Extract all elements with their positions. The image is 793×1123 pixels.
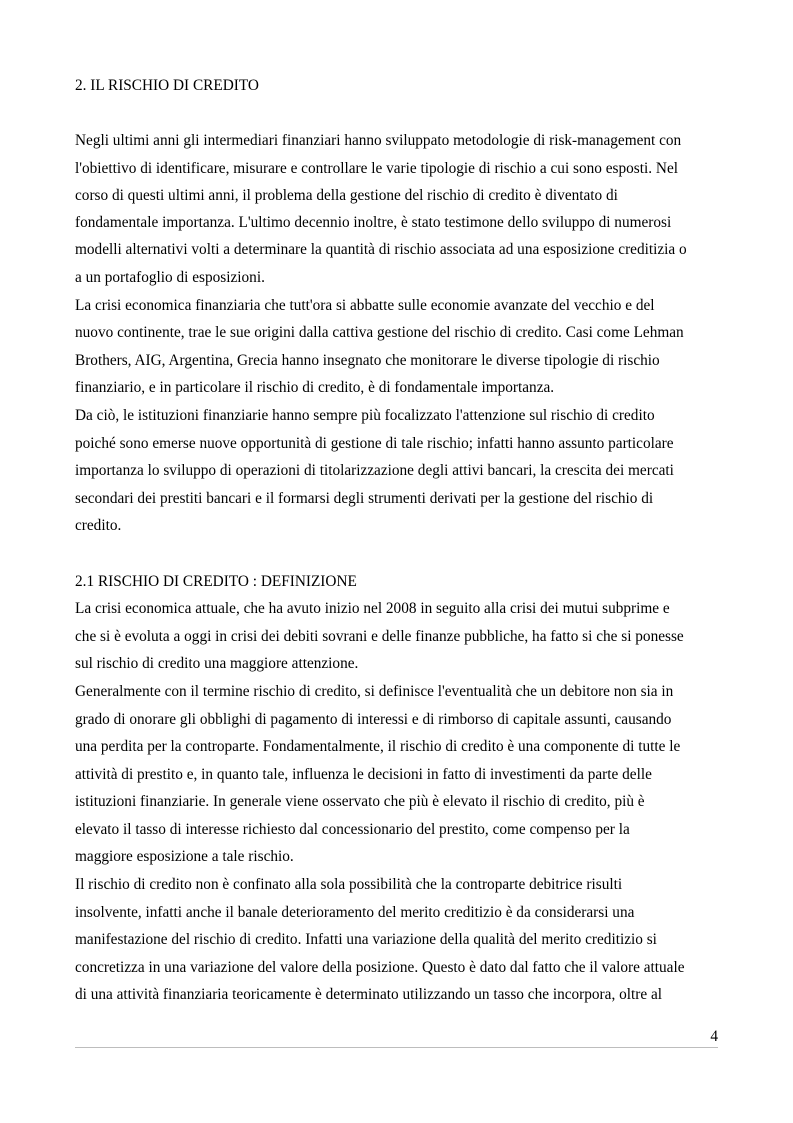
paragraph-line: insolvente, infatti anche il banale deterioramento del merito creditizio è da considerarsi una bbox=[75, 904, 635, 921]
subsection-title: 2.1 RISCHIO DI CREDITO : DEFINIZIONE bbox=[75, 573, 357, 590]
paragraph-line: manifestazione del rischio di credito. Infatti una variazione della qualità del merito creditizio si bbox=[75, 931, 657, 948]
footer-divider bbox=[75, 1047, 718, 1048]
paragraph-line: La crisi economica attuale, che ha avuto inizio nel 2008 in seguito alla crisi dei mutui subprime e bbox=[75, 600, 670, 617]
paragraph-line: Il rischio di credito non è confinato alla sola possibilità che la controparte debitrice risulti bbox=[75, 876, 623, 893]
paragraph-line: grado di onorare gli obblighi di pagamento di interessi e di rimborso di capitale assunti, causando bbox=[75, 711, 672, 728]
paragraph-line: nuovo continente, trae le sue origini dalla cattiva gestione del rischio di credito. Casi come Lehman bbox=[75, 324, 684, 341]
paragraph-line: l'obiettivo di identificare, misurare e controllare le varie tipologie di rischio a cui sono esposti. Nel bbox=[75, 160, 678, 177]
paragraph-line: finanziario, e in particolare il rischio di credito, è di fondamentale importanza. bbox=[75, 379, 555, 396]
paragraph-line: sul rischio di credito una maggiore attenzione. bbox=[75, 655, 359, 672]
paragraph-line: importanza lo sviluppo di operazioni di titolarizzazione degli attivi bancari, la crescita dei mercati bbox=[75, 462, 674, 479]
paragraph-line: maggiore esposizione a tale rischio. bbox=[75, 848, 294, 865]
paragraph-line: a un portafoglio di esposizioni. bbox=[75, 269, 265, 286]
paragraph-line: elevato il tasso di interesse richiesto dal concessionario del prestito, come compenso per la bbox=[75, 821, 630, 838]
paragraph-line: corso di questi ultimi anni, il problema della gestione del rischio di credito è diventato di bbox=[75, 187, 618, 204]
paragraph-line: Da ciò, le istituzioni finanziarie hanno sempre più focalizzato l'attenzione sul rischio di credito bbox=[75, 407, 655, 424]
section-title: 2. IL RISCHIO DI CREDITO bbox=[75, 77, 259, 94]
paragraph-line: di una attività finanziaria teoricamente è determinato utilizzando un tasso che incorpora, oltre al bbox=[75, 986, 662, 1003]
paragraph-line: fondamentale importanza. L'ultimo decennio inoltre, è stato testimone dello sviluppo di numerosi bbox=[75, 214, 672, 231]
paragraph-line: modelli alternativi volti a determinare la quantità di rischio associata ad una esposizione creditizia o bbox=[75, 241, 687, 258]
paragraph-line: Negli ultimi anni gli intermediari finanziari hanno sviluppato metodologie di risk-management con bbox=[75, 132, 682, 149]
paragraph-line: Brothers, AIG, Argentina, Grecia hanno insegnato che monitorare le diverse tipologie di rischio bbox=[75, 352, 660, 369]
paragraph-line: La crisi economica finanziaria che tutt'ora si abbatte sulle economie avanzate del vecchio e del bbox=[75, 297, 655, 314]
paragraph-line: istituzioni finanziarie. In generale viene osservato che più è elevato il rischio di credito, più è bbox=[75, 793, 645, 810]
paragraph-line: poiché sono emerse nuove opportunità di gestione di tale rischio; infatti hanno assunto particolare bbox=[75, 435, 674, 452]
paragraph-line: una perdita per la controparte. Fondamentalmente, il rischio di credito è una componente di tutte le bbox=[75, 738, 681, 755]
paragraph-line: che si è evoluta a oggi in crisi dei debiti sovrani e delle finanze pubbliche, ha fatto si che si ponesse bbox=[75, 628, 684, 645]
paragraph-line: attività di prestito e, in quanto tale, influenza le decisioni in fatto di investimenti da parte delle bbox=[75, 766, 652, 783]
paragraph-line: Generalmente con il termine rischio di credito, si definisce l'eventualità che un debitore non sia in bbox=[75, 683, 674, 700]
paragraph-line: credito. bbox=[75, 517, 122, 534]
paragraph-line: concretizza in una variazione del valore della posizione. Questo è dato dal fatto che il valore attuale bbox=[75, 959, 685, 976]
paragraph-line: secondari dei prestiti bancari e il formarsi degli strumenti derivati per la gestione del rischio di bbox=[75, 490, 654, 507]
page-number: 4 bbox=[710, 1028, 718, 1045]
